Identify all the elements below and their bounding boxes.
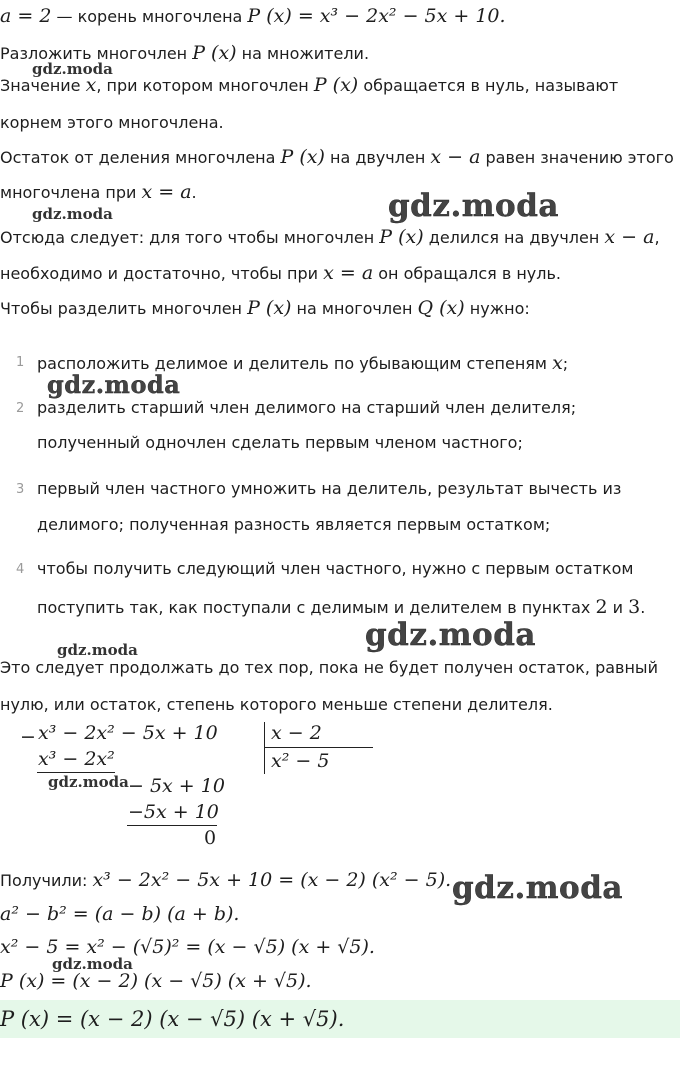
division-underline-2 [127,825,217,826]
watermark: gdz.moda [57,641,138,659]
step-3-text-a: первый член частного умножить на делитель, результат вычесть из [37,479,622,498]
line-continue-2: нулю, или остаток, степень которого меньше степени делителя. [0,695,553,714]
division-bar-horizontal [265,747,373,748]
line-root-statement: a = 2 — корень многочлена P (x) = x³ − 2x² − 5x + 10. [0,5,506,27]
watermark: gdz.moda [47,370,181,399]
line-task: Разложить многочлен P (x) на множители. [0,42,370,64]
line-root-definition: Значение x, при котором многочлен P (x) обращается в нуль, называют [0,74,619,96]
line-divisibility: Отсюда следует: для того чтобы многочлен P (x) делился на двучлен x − a, [0,226,660,248]
watermark: gdz.moda [32,60,113,78]
line-continue: Это следует продолжать до тех пор, пока не будет получен остаток, равный [0,658,658,677]
watermark: gdz.moda [32,205,113,223]
line-factor-x2-5: x² − 5 = x² − (√5)² = (x − √5) (x + √5). [0,936,375,958]
watermark: gdz.moda [52,955,133,973]
line-remainder-theorem-2: многочлена при x = a. [0,181,197,203]
line-difference-of-squares: a² − b² = (a − b) (a + b). [0,903,240,925]
step-2-text-a: разделить старший член делимого на старший член делителя; [37,398,577,417]
line-root-definition-2: корнем этого многочлена. [0,113,224,132]
division-minus: − [20,726,36,748]
step-number: 3 [16,482,25,497]
math-a-equals-2: a = 2 [0,5,52,27]
division-divisor: x − 2 [271,722,322,744]
answer-text: P (x) = (x − 2) (x − √5) (x + √5). [0,1007,345,1031]
watermark: gdz.moda [48,773,129,791]
division-subtrahend-2: −5x + 10 [128,801,219,823]
step-3-text-b: делимого; полученная разность является первым остатком; [37,515,551,534]
line-final-factorization: P (x) = (x − 2) (x − √5) (x + √5). [0,970,312,992]
line-remainder-theorem: Остаток от деления многочлена P (x) на двучлен x − a равен значению этого [0,146,674,168]
division-dividend: x³ − 2x² − 5x + 10 [38,722,218,744]
division-quotient: x² − 5 [271,750,330,772]
line-result-1: Получили: x³ − 2x² − 5x + 10 = (x − 2) (x² − 5). [0,869,452,891]
step-number: 2 [16,401,25,416]
line-division-intro: Чтобы разделить многочлен P (x) на многочлен Q (x) нужно: [0,297,530,319]
watermark: gdz.moda [452,870,623,906]
watermark: gdz.moda [365,617,536,653]
step-1-text: расположить делимое и делитель по убывающим степеням x; [37,352,569,374]
step-2-text-b: полученный одночлен сделать первым членом частного; [37,433,523,452]
step-number: 1 [16,355,25,370]
answer-box [0,1000,680,1038]
watermark: gdz.moda [388,188,559,224]
step-4-text-b: поступить так, как поступали с делимым и делителем в пунктах 2 и 3. [37,596,646,618]
division-subtrahend-1: x³ − 2x² [38,748,115,770]
division-remainder-final: 0 [204,827,217,849]
line-divisibility-2: необходимо и достаточно, чтобы при x = a он обращался в нуль. [0,262,562,284]
math-polynomial: P (x) = x³ − 2x² − 5x + 10. [247,5,506,27]
division-remainder-1: − 5x + 10 [128,775,225,797]
division-bar-vertical [264,722,265,774]
step-number: 4 [16,562,25,577]
step-4-text-a: чтобы получить следующий член частного, нужно с первым остатком [37,559,634,578]
